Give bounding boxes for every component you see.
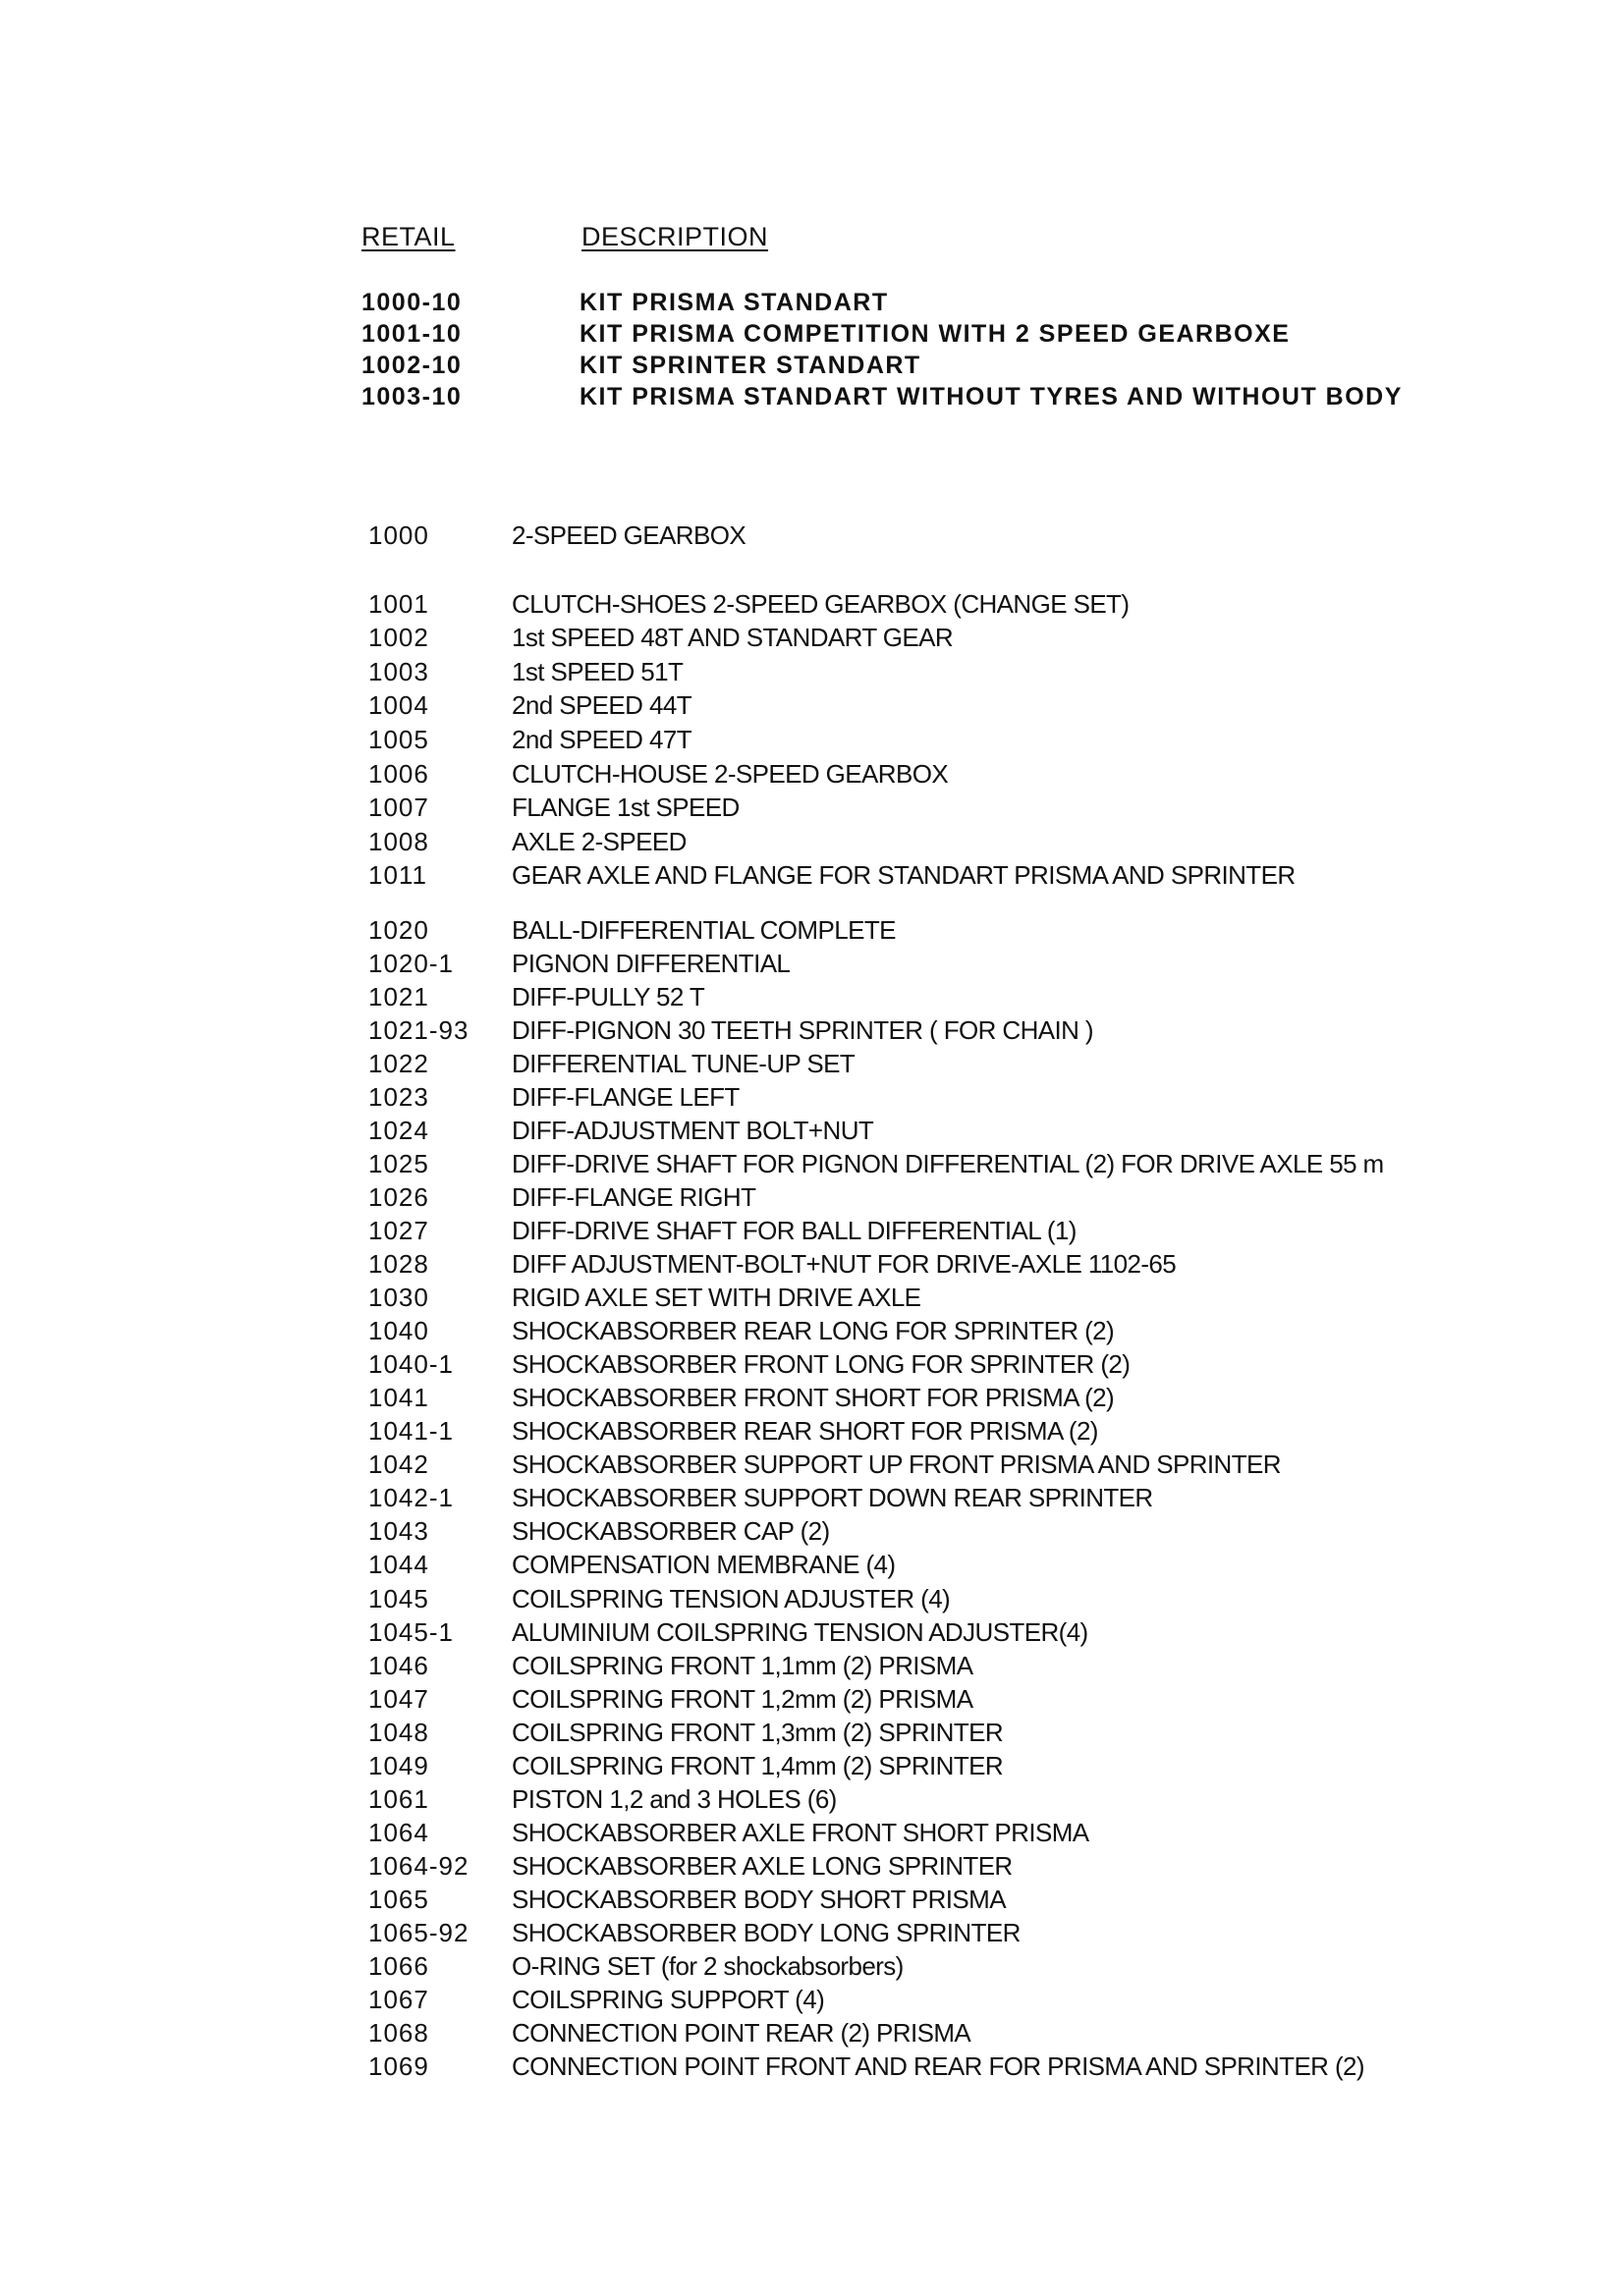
- kit-row: [361, 350, 1491, 381]
- part-description: COILSPRING FRONT 1,4mm (2) SPRINTER: [512, 1750, 1004, 1780]
- part-code: 1064: [368, 1817, 429, 1847]
- kit-list: [361, 287, 1491, 412]
- part-code: 1042-1: [368, 1483, 454, 1513]
- part-code: 1043: [368, 1516, 429, 1547]
- part-row: [368, 1682, 972, 1716]
- part-description: DIFF-PIGNON 30 TEETH SPRINTER ( FOR CHAIN ): [512, 1014, 1093, 1045]
- part-row: [368, 519, 746, 552]
- part-code: 1022: [368, 1048, 429, 1078]
- kit-row: [361, 318, 1491, 350]
- part-description: CONNECTION POINT FRONT AND REAR FOR PRISMA AND SPRINTER (2): [512, 2051, 1364, 2082]
- part-description: SHOCKABSORBER REAR LONG FOR SPRINTER (2): [512, 1316, 1115, 1346]
- part-code: 1000: [368, 519, 429, 550]
- part-row: [368, 1282, 920, 1315]
- part-code: 1005: [368, 724, 429, 754]
- part-code: 1041-1: [368, 1416, 454, 1447]
- part-description: SHOCKABSORBER BODY SHORT PRISMA: [512, 1884, 1006, 1914]
- part-row: [368, 757, 948, 791]
- part-row: [368, 913, 896, 947]
- part-code: 1011: [368, 860, 427, 891]
- part-code: 1047: [368, 1683, 429, 1714]
- part-code: 1040-1: [368, 1349, 454, 1380]
- part-description: SHOCKABSORBER AXLE LONG SPRINTER: [512, 1850, 1013, 1881]
- part-code: 1065-92: [368, 1918, 470, 1947]
- part-description: COILSPRING FRONT 1,1mm (2) PRISMA: [512, 1650, 973, 1680]
- part-description: DIFF-FLANGE LEFT: [512, 1081, 740, 1112]
- part-code: 1007: [368, 793, 429, 823]
- kit-row: [361, 287, 1491, 318]
- part-code: 1025: [368, 1148, 429, 1178]
- part-row: [368, 1482, 1153, 1515]
- part-row: [368, 947, 790, 980]
- part-description: COILSPRING TENSION ADJUSTER (4): [512, 1583, 951, 1613]
- part-code: 1023: [368, 1081, 429, 1112]
- part-row: [368, 1315, 1114, 1348]
- part-description: 2-SPEED GEARBOX: [512, 519, 746, 550]
- part-description: DIFFERENTIAL TUNE-UP SET: [512, 1048, 856, 1078]
- part-description: 1st SPEED 51T: [512, 656, 684, 686]
- part-code: 1026: [368, 1181, 429, 1212]
- part-row: [368, 1649, 972, 1682]
- kit-description: KIT PRISMA COMPETITION WITH 2 SPEED GEARBOXE: [580, 319, 1291, 348]
- part-code: 1042: [368, 1449, 429, 1480]
- part-description: BALL-DIFFERENTIAL COMPLETE: [512, 914, 896, 945]
- part-description: DIFF-PULLY 52 T: [512, 981, 705, 1011]
- part-code: 1045: [368, 1583, 429, 1613]
- part-code: 1048: [368, 1717, 429, 1747]
- part-code: 1061: [368, 1783, 429, 1814]
- part-description: CONNECTION POINT REAR (2) PRISMA: [512, 2018, 971, 2049]
- part-code: 1064-92: [368, 1850, 470, 1881]
- part-code: 1030: [368, 1283, 429, 1313]
- part-description: DIFF-DRIVE SHAFT FOR BALL DIFFERENTIAL (1): [512, 1215, 1077, 1245]
- part-row: [368, 1114, 873, 1147]
- part-row: [368, 1917, 1021, 1950]
- part-row: [368, 622, 953, 655]
- part-description: GEAR AXLE AND FLANGE FOR STANDART PRISMA AND SPRINTER: [512, 860, 1296, 891]
- part-row: [368, 1816, 1089, 1849]
- part-row: [368, 2017, 970, 2050]
- part-description: CLUTCH-HOUSE 2-SPEED GEARBOX: [512, 758, 949, 789]
- part-row: [368, 1147, 1384, 1180]
- part-description: SHOCKABSORBER REAR SHORT FOR PRISMA (2): [512, 1416, 1098, 1447]
- kit-code: 1001-10: [361, 319, 463, 348]
- part-code: 1040: [368, 1316, 429, 1346]
- part-code: 1020: [368, 914, 429, 945]
- part-row: [368, 1449, 1281, 1482]
- part-code: 1003: [368, 656, 429, 686]
- part-row: [368, 1180, 755, 1214]
- part-row: [368, 1549, 895, 1582]
- kit-code: 1002-10: [361, 351, 463, 379]
- part-code: 1049: [368, 1750, 429, 1780]
- part-code: 1006: [368, 758, 429, 789]
- part-code: 1027: [368, 1215, 429, 1245]
- part-row: [368, 1749, 1003, 1782]
- part-code: 1046: [368, 1650, 429, 1680]
- part-description: SHOCKABSORBER SUPPORT UP FRONT PRISMA AND SPRINTER: [512, 1449, 1281, 1480]
- part-row: [368, 1248, 1176, 1282]
- part-description: RIGID AXLE SET WITH DRIVE AXLE: [512, 1283, 921, 1313]
- part-description: AXLE 2-SPEED: [512, 826, 687, 856]
- part-code: 1041: [368, 1383, 429, 1413]
- part-description: COMPENSATION MEMBRANE (4): [512, 1550, 896, 1580]
- part-description: FLANGE 1st SPEED: [512, 793, 740, 823]
- part-description: PISTON 1,2 and 3 HOLES (6): [512, 1783, 837, 1814]
- part-description: O-RING SET (for 2 shockabsorbers): [512, 1951, 904, 1982]
- part-code: 1044: [368, 1550, 429, 1580]
- part-row: [368, 1782, 837, 1816]
- part-code: 1045-1: [368, 1616, 454, 1647]
- retail-column-header: RETAIL: [361, 222, 456, 251]
- part-code: 1002: [368, 623, 429, 653]
- part-description: ALUMINIUM COILSPRING TENSION ADJUSTER(4): [512, 1616, 1088, 1647]
- description-column-header: DESCRIPTION: [581, 222, 769, 251]
- part-row: [368, 1047, 855, 1080]
- part-description: SHOCKABSORBER FRONT LONG FOR SPRINTER (2): [512, 1349, 1131, 1380]
- kit-description: KIT PRISMA STANDART WITHOUT TYRES AND WITHOUT BODY: [580, 382, 1403, 410]
- part-code: 1028: [368, 1249, 429, 1279]
- part-row: [368, 1615, 1088, 1649]
- part-row: [368, 1214, 1077, 1247]
- part-code: 1068: [368, 2018, 429, 2049]
- part-row: [368, 1582, 950, 1615]
- part-code: 1004: [368, 690, 429, 721]
- part-row: [368, 655, 683, 688]
- part-row: [368, 1849, 1013, 1883]
- part-code: 1066: [368, 1951, 429, 1982]
- part-code: 1020-1: [368, 948, 454, 978]
- part-row: [368, 1013, 1093, 1047]
- part-description: 2nd SPEED 47T: [512, 724, 691, 754]
- part-description: COILSPRING FRONT 1,3mm (2) SPRINTER: [512, 1717, 1004, 1747]
- part-row: [368, 1950, 904, 1984]
- part-description: 2nd SPEED 44T: [512, 690, 691, 721]
- part-code: 1067: [368, 1985, 429, 2015]
- part-code: 1001: [368, 588, 429, 619]
- part-row: [368, 1415, 1098, 1449]
- part-row: [368, 1348, 1130, 1382]
- part-description: 1st SPEED 48T AND STANDART GEAR: [512, 623, 954, 653]
- kit-description: KIT SPRINTER STANDART: [580, 351, 921, 379]
- part-row: [368, 689, 691, 723]
- part-code: 1021-93: [368, 1014, 470, 1045]
- kit-description: KIT PRISMA STANDART: [580, 288, 889, 316]
- part-code: 1024: [368, 1115, 429, 1145]
- part-code: 1021: [368, 981, 429, 1011]
- kit-code: 1000-10: [361, 288, 463, 316]
- part-description: SHOCKABSORBER CAP (2): [512, 1516, 830, 1547]
- part-code: 1069: [368, 2051, 429, 2082]
- part-row: [368, 1382, 1114, 1415]
- part-row: [368, 2050, 1364, 2084]
- part-description: SHOCKABSORBER SUPPORT DOWN REAR SPRINTER: [512, 1483, 1153, 1513]
- part-description: DIFF-DRIVE SHAFT FOR PIGNON DIFFERENTIAL (2) FOR DRIVE AXLE 55 m: [512, 1148, 1384, 1178]
- part-row: [368, 587, 1129, 621]
- part-description: DIFF-ADJUSTMENT BOLT+NUT: [512, 1115, 874, 1145]
- part-description: SHOCKABSORBER AXLE FRONT SHORT PRISMA: [512, 1817, 1089, 1847]
- part-row: [368, 1080, 740, 1114]
- part-description: COILSPRING FRONT 1,2mm (2) PRISMA: [512, 1683, 973, 1714]
- part-code: 1008: [368, 826, 429, 856]
- part-description: COILSPRING SUPPORT (4): [512, 1985, 825, 2015]
- part-description: SHOCKABSORBER BODY LONG SPRINTER: [512, 1918, 1021, 1947]
- part-row: [368, 980, 704, 1013]
- part-description: DIFF ADJUSTMENT-BOLT+NUT FOR DRIVE-AXLE 1102-65: [512, 1249, 1177, 1279]
- part-code: 1065: [368, 1884, 429, 1914]
- part-description: CLUTCH-SHOES 2-SPEED GEARBOX (CHANGE SET): [512, 588, 1130, 619]
- part-row: [368, 859, 1296, 893]
- part-row: [368, 1515, 830, 1549]
- kit-code: 1003-10: [361, 382, 463, 410]
- kit-row: [361, 381, 1491, 412]
- part-row: [368, 1883, 1006, 1916]
- part-row: [368, 723, 691, 756]
- part-row: [368, 792, 740, 825]
- part-row: [368, 1716, 1003, 1749]
- part-description: DIFF-FLANGE RIGHT: [512, 1181, 756, 1212]
- part-row: [368, 825, 687, 858]
- part-row: [368, 1984, 824, 2017]
- part-description: SHOCKABSORBER FRONT SHORT FOR PRISMA (2): [512, 1383, 1115, 1413]
- part-description: PIGNON DIFFERENTIAL: [512, 948, 791, 978]
